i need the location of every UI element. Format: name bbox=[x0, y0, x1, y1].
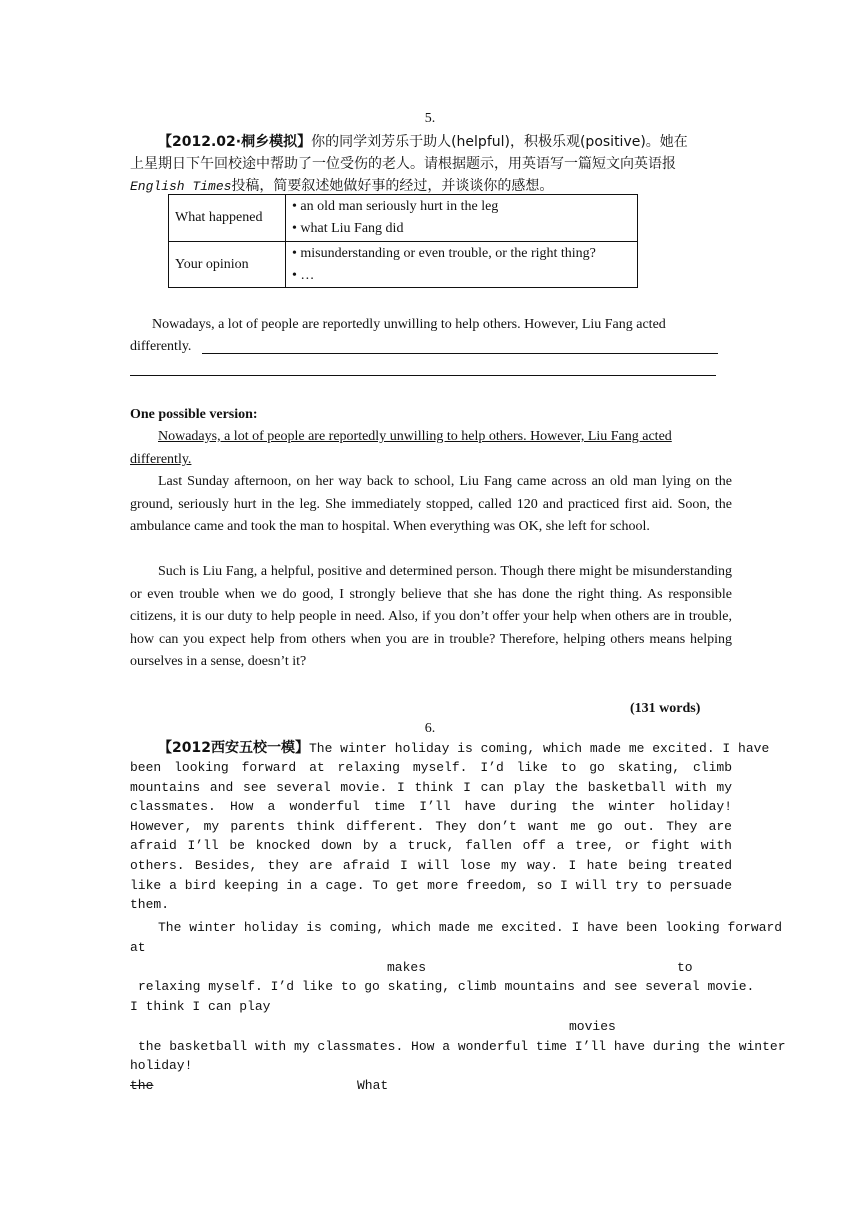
table-row bbox=[169, 195, 638, 242]
answer-opening-line2: differently. bbox=[130, 452, 192, 467]
correction-line-5: holiday! bbox=[130, 1058, 193, 1073]
word-count: (131 words) bbox=[630, 701, 701, 716]
question-6-passage-start: The winter holiday is coming, which made me excited. I have bbox=[308, 741, 770, 756]
prompt-table bbox=[168, 194, 638, 288]
correction-line-4: the basketball with my classmates. How a wonderful time I’ll have during the winter bbox=[138, 1039, 786, 1054]
table-head-cell: What happened bbox=[169, 195, 286, 242]
correction-line-2: relaxing myself. I’d like to go skating, climb mountains and see several movie. bbox=[138, 979, 755, 994]
correction-line-1: The winter holiday is coming, which made me excited. I have been looking forward bbox=[158, 920, 783, 935]
question-6-passage: been looking forward at relaxing myself. I’d like to go skating, climb mountains and see several movie. I think I can play the basketball with my classmates. How a wonderful time I’ll have during the winter holiday! However, my parents think different. They don’t want me go out. They are afraid I’ll be knocked down by a truck, fallen off a tree, or fight with others. Besides, they are afraid I will lose my way. I hate being treated like a bird keeping in a cage. To get more freedom, so I will try to persuade them. bbox=[130, 760, 732, 913]
question-5-prompt-text-3: 投稿，简要叙述她做好事的经过，并谈谈你的感想。 bbox=[231, 178, 554, 194]
table-point: • what Liu Fang did bbox=[292, 221, 404, 236]
correction-mark-to: to bbox=[677, 960, 693, 975]
table-row bbox=[169, 242, 638, 288]
correction-line-3: I think I can play bbox=[130, 999, 271, 1014]
correction-mark-movies: movies bbox=[569, 1019, 616, 1034]
opening-sentence-line2: differently. bbox=[130, 339, 192, 354]
table-point: • an old man seriously hurt in the leg bbox=[292, 199, 499, 214]
question-5-prompt-line1 bbox=[158, 131, 688, 153]
correction-line-1b: at bbox=[130, 940, 146, 955]
correction-mark-what: What bbox=[357, 1078, 389, 1093]
opening-sentence-line1: Nowadays, a lot of people are reportedly unwilling to help others. However, Liu Fang acted bbox=[152, 317, 666, 332]
answer-blank-line bbox=[130, 375, 716, 376]
table-head-cell: Your opinion bbox=[169, 242, 286, 288]
question-5-source-tag: 【2012.02·桐乡模拟】 bbox=[158, 134, 312, 150]
question-6-first-line bbox=[158, 738, 769, 759]
question-6-source-tag: 【2012西安五校一模】 bbox=[158, 740, 309, 756]
table-points-cell bbox=[286, 195, 638, 242]
answer-paragraph-1: Last Sunday afternoon, on her way back to school, Liu Fang came across an old man lying on the ground, seriously hurt in the leg. She immediately stopped, called 120 and practiced first aid. Soon, the ambulance came and took the man to hospital. When everything was OK, she left for school. bbox=[130, 474, 732, 535]
answer-paragraph-2: Such is Liu Fang, a helpful, positive and determined person. Though there might be misunderstanding or even trouble when we do good, I strongly believe that she has done the right thing. As responsible citizens, it is our duty to help people in need. Also, if you don’t offer your help when others are in trouble, how can you expect help from others when you are in trouble? Therefore, helping others means helping ourselves in a sense, doesn’t it? bbox=[130, 564, 732, 670]
question-5-prompt-text-1: 你的同学刘芳乐于助人(helpful)，积极乐观(positive)。她在 bbox=[311, 134, 688, 150]
question-6-number: 6. bbox=[424, 721, 436, 736]
table-point: • misunderstanding or even trouble, or the right thing? bbox=[292, 245, 596, 261]
newspaper-name: English Times bbox=[130, 179, 232, 194]
table-point: • … bbox=[292, 267, 315, 283]
answer-heading: One possible version: bbox=[130, 407, 258, 422]
answer-opening-line1: Nowadays, a lot of people are reportedly unwilling to help others. However, Liu Fang acted bbox=[158, 429, 672, 444]
correction-mark-makes: makes bbox=[387, 960, 427, 975]
correction-mark-the-deleted: the bbox=[130, 1078, 154, 1093]
answer-blank-line bbox=[202, 353, 718, 354]
table-points-cell bbox=[286, 242, 638, 288]
question-5-number: 5. bbox=[424, 111, 436, 126]
question-5-prompt-line2: 上星期日下午回校途中帮助了一位受伤的老人。请根据题示，用英语写一篇短文向英语报 bbox=[130, 156, 676, 172]
